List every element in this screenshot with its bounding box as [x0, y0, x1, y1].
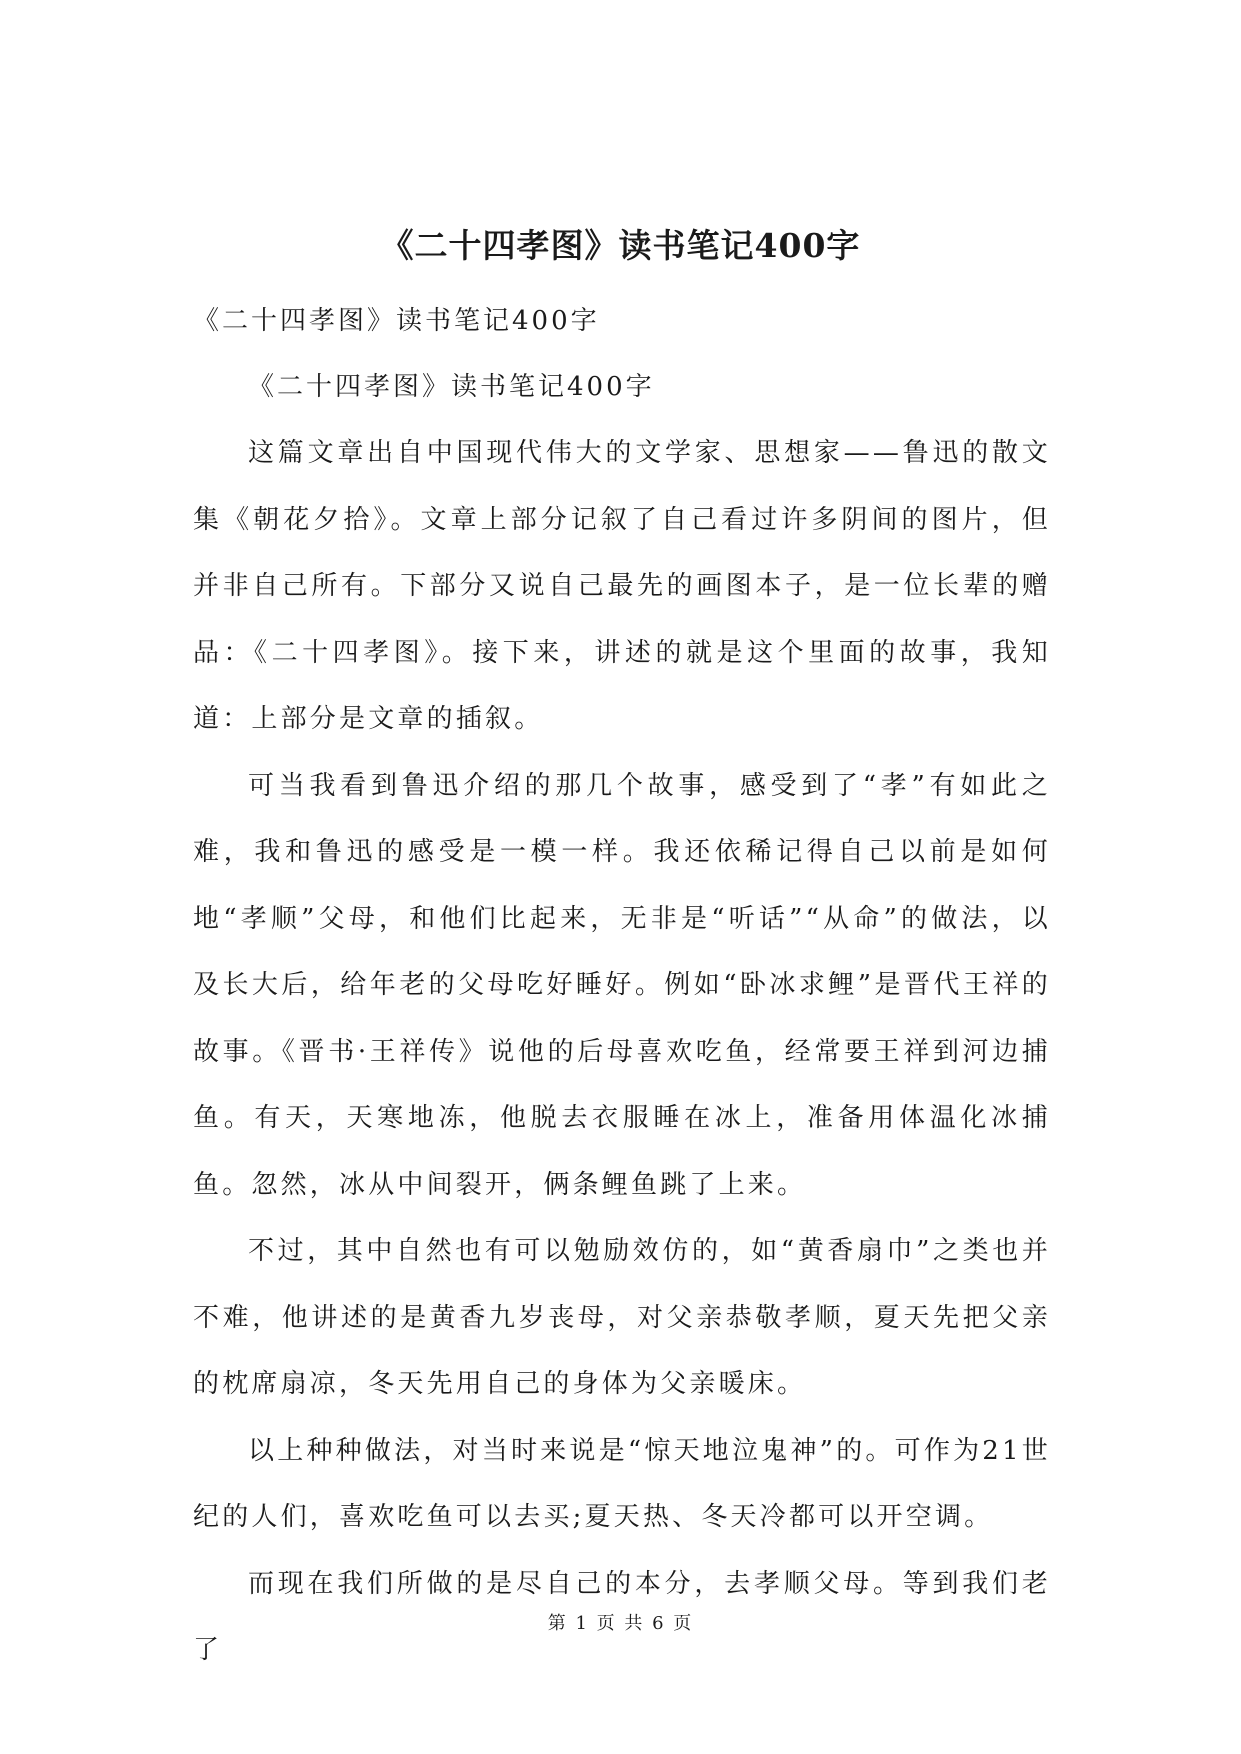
paragraph-3: 不过，其中自然也有可以勉励效仿的，如“黄香扇巾”之类也并不难，他讲述的是黄香九岁丧母，对父亲恭敬孝顺，夏天先把父亲的枕席扇凉，冬天先用自己的身体为父亲暖床。 [193, 1236, 1051, 1399]
page-number-footer: 第 1 页 共 6 页 [547, 1613, 694, 1634]
paragraph-4: 以上种种做法，对当时来说是“惊天地泣鬼神”的。可作为21世纪的人们，喜欢吃鱼可以去买;夏天热、冬天冷都可以开空调。 [193, 1435, 1051, 1532]
subtitle-line-indented: 《二十四孝图》读书笔记400字 [248, 372, 655, 402]
paragraph-5: 而现在我们所做的是尽自己的本分，去孝顺父母。等到我们老了 [193, 1568, 1051, 1665]
paragraph-2: 可当我看到鲁迅介绍的那几个故事，感受到了“孝”有如此之难，我和鲁迅的感受是一模一样。我还依稀记得自己以前是如何地“孝顺”父母，和他们比起来，无非是“听话”“从命”的做法，以及长大后，给年老的父母吃好睡好。例如“卧冰求鲤”是晋代王祥的故事。《晋书·王祥传》说他的后母喜欢吃鱼，经常要王祥到河边捕鱼。有天，天寒地冻，他脱去衣服睡在冰上，准备用体温化冰捕鱼。忽然，冰从中间裂开，俩条鲤鱼跳了上来。 [193, 770, 1051, 1200]
document-body [193, 288, 1051, 1684]
paragraph-1: 这篇文章出自中国现代伟大的文学家、思想家——鲁迅的散文集《朝花夕拾》。文章上部分记叙了自己看过许多阴间的图片，但并非自己所有。下部分又说自己最先的画图本子，是一位长辈的赠品：《二十四孝图》。接下来，讲述的就是这个里面的故事，我知道：上部分是文章的插叙。 [193, 438, 1051, 734]
subtitle-line: 《二十四孝图》读书笔记400字 [193, 306, 600, 336]
document-title: 《二十四孝图》读书笔记400字 [380, 226, 861, 265]
